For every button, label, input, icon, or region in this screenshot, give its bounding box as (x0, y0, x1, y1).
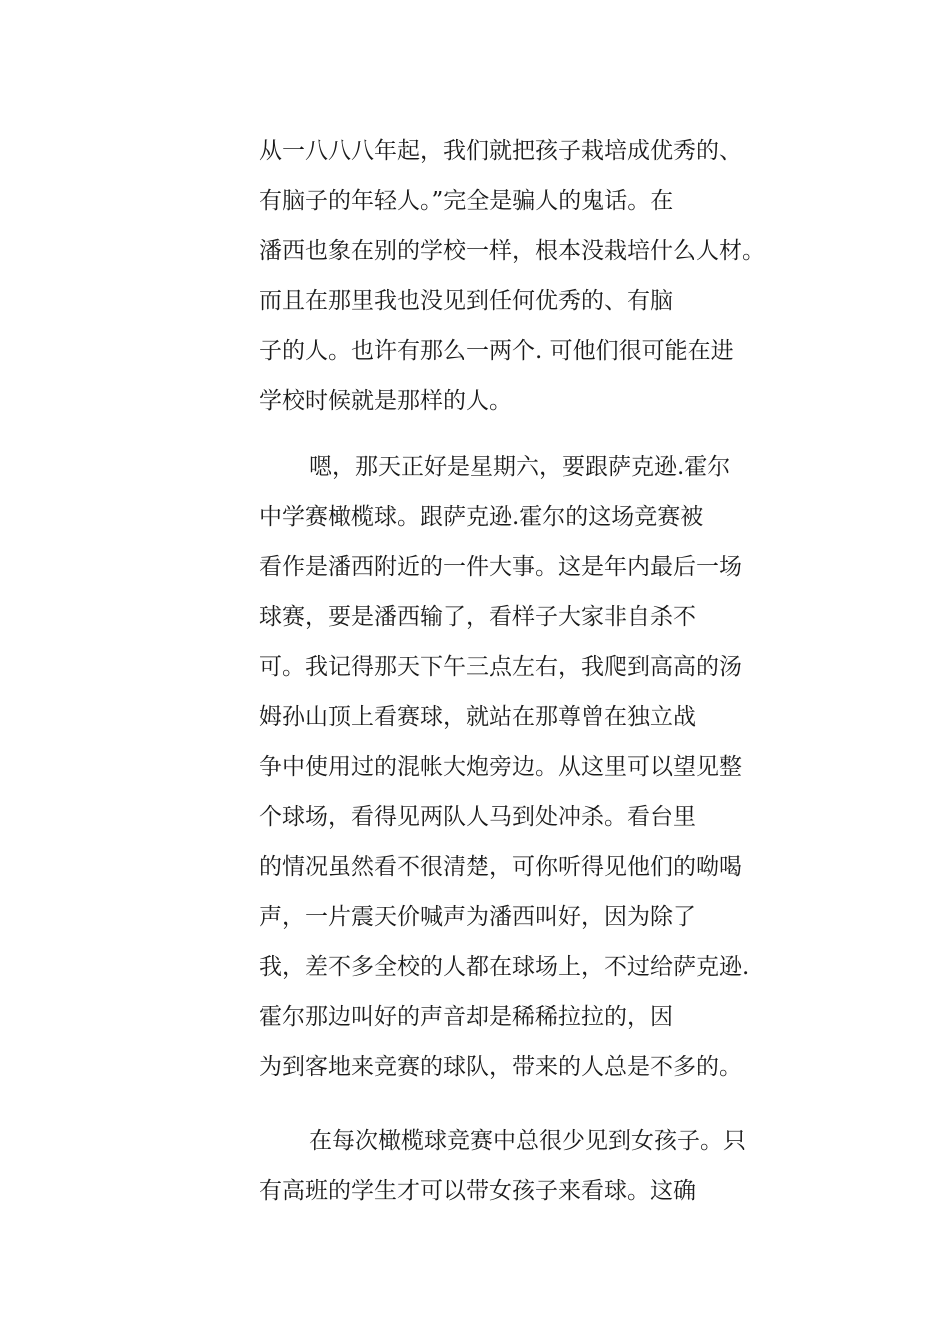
text-line: 中学赛橄榄球。跟萨克逊.霍尔的这场竞赛被 (259, 504, 704, 530)
paragraph-spacer (259, 426, 859, 442)
text-line: 子的人。也许有那么一两个. 可他们很可能在进 (259, 338, 734, 364)
text-line: 个球场，看得见两队人马到处冲杀。看台里 (259, 804, 696, 830)
text-line: 霍尔那边叫好的声音却是稀稀拉拉的，因 (259, 1004, 673, 1030)
text-column (259, 126, 859, 1216)
text-line-indented: 嗯，那天正好是星期六，要跟萨克逊.霍尔 (309, 454, 731, 480)
text-line: 有高班的学生才可以带女孩子来看球。这确 (259, 1178, 696, 1204)
text-line: 的情况虽然看不很清楚，可你听得见他们的呦喝 (259, 854, 742, 880)
text-line: 姆孙山顶上看赛球，就站在那尊曾在独立战 (259, 704, 696, 730)
text-line: 争中使用过的混帐大炮旁边。从这里可以望见整 (259, 754, 742, 780)
text-line: 而且在那里我也没见到任何优秀的、有脑 (259, 288, 673, 314)
text-line: 我，差不多全校的人都在球场上，不过给萨克逊. (259, 954, 750, 980)
text-line: 看作是潘西附近的一件大事。这是年内最后一场 (259, 554, 742, 580)
text-line: 有脑子的年轻人。”完全是骗人的鬼话。在 (259, 188, 674, 214)
paragraph-3 (259, 1116, 859, 1216)
text-line: 可。我记得那天下午三点左右，我爬到高高的汤 (259, 654, 742, 680)
text-line: 声，一片震天价喊声为潘西叫好，因为除了 (259, 904, 696, 930)
paragraph-spacer (259, 1092, 859, 1116)
paragraph-1 (259, 126, 859, 426)
text-line: 从一八八八年起，我们就把孩子栽培成优秀的、 (259, 138, 742, 164)
text-line: 球赛，要是潘西输了，看样子大家非自杀不 (259, 604, 696, 630)
text-line: 潘西也象在别的学校一样，根本没栽培什么人材。 (259, 238, 765, 264)
text-line-indented: 在每次橄榄球竞赛中总很少见到女孩子。只 (309, 1128, 746, 1154)
paragraph-2 (259, 442, 859, 1092)
text-line: 为到客地来竞赛的球队，带来的人总是不多的。 (259, 1054, 742, 1080)
text-line: 学校时候就是那样的人。 (259, 388, 512, 414)
